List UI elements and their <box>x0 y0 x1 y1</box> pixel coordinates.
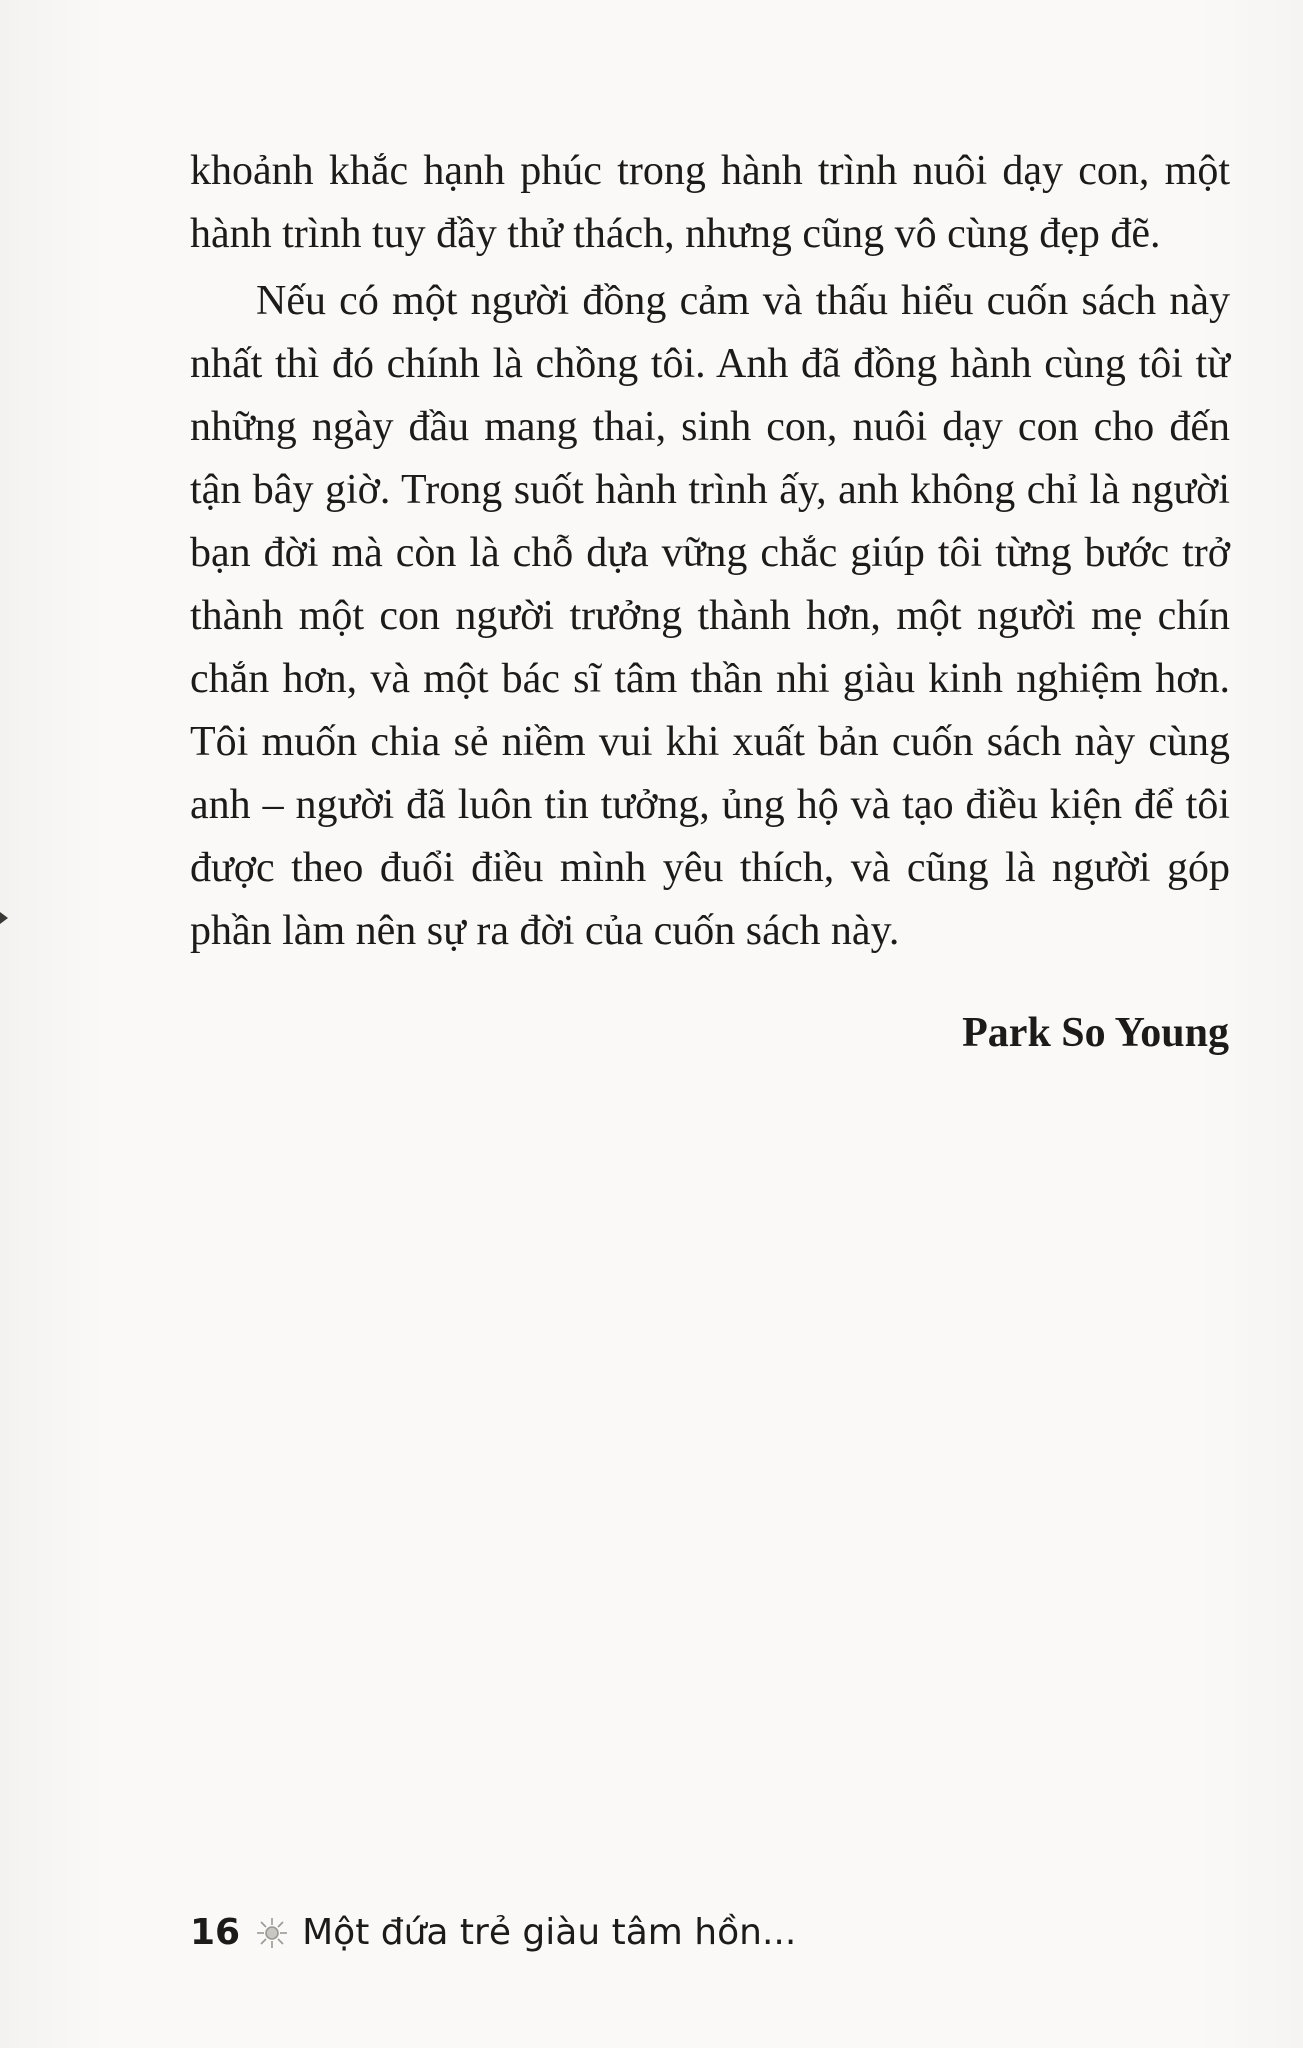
body-text <box>190 140 1230 963</box>
page-number: 16 <box>190 1912 241 1953</box>
page-edge-mark <box>0 912 8 924</box>
running-title: Một đứa trẻ giàu tâm hồn... <box>302 1912 797 1953</box>
paragraph-acknowledgement: Nếu có một người đồng cảm và thấu hiểu cuốn sách này nhất thì đó chính là chồng tôi. Anh đã đồng hành cùng tôi từ những ngày đầu mang thai, sinh con, nuôi dạy con cho đến tận bây giờ. Trong suốt hành trình ấy, anh không chỉ là người bạn đời mà còn là chỗ dựa vững chắc giúp tôi từng bước trở thành một con người trưởng thành hơn, một người mẹ chín chắn hơn, và một bác sĩ tâm thần nhi giàu kinh nghiệm hơn. Tôi muốn chia sẻ niềm vui khi xuất bản cuốn sách này cùng anh – người đã luôn tin tưởng, ủng hộ và tạo điều kiện để tôi được theo đuổi điều mình yêu thích, và cũng là người góp phần làm nên sự ra đời của cuốn sách này. <box>190 278 1230 954</box>
page-footer <box>190 1912 796 1953</box>
flower-icon <box>254 1915 290 1951</box>
author-signature: Park So Young <box>962 1010 1229 1056</box>
paragraph-continued: khoảnh khắc hạnh phúc trong hành trình nuôi dạy con, một hành trình tuy đầy thử thách, nhưng cũng vô cùng đẹp đẽ. <box>190 148 1230 257</box>
